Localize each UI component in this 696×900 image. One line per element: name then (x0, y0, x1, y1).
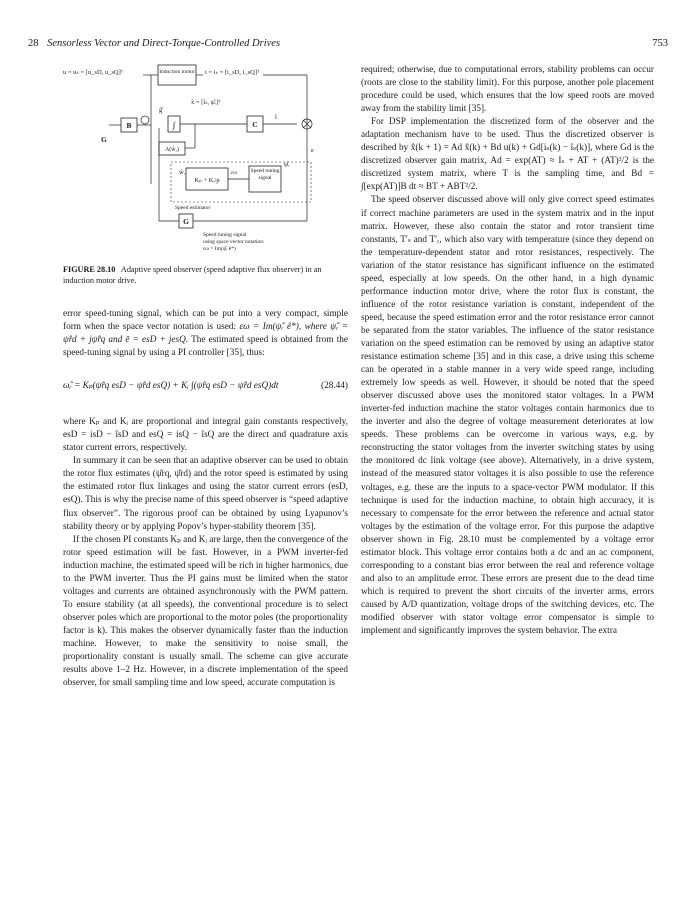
xhat-label: x̂ = [îₛ, ψ̂ᵣ]ᵀ (191, 99, 221, 106)
page-number: 28 (28, 38, 39, 49)
header-left (28, 38, 280, 49)
note-line-3: εω = Im(ψ̂ᵣ ê*) (203, 246, 236, 252)
right-paragraph-2: For DSP implementation the discretized form of the observer and the adaptation mechanism have to be used. Thus the discretized observer is described by x̂(k + 1) = Ad x̂(k) + Bd u(k) + Gd[iₛ(k) − îₛ(k)], where Gd is the discretized observer gain matrix, Ad = exp(AT) ≈ Iₛ + AT + (AT)²/2 is the discretized system matrix, where T is the sampling time, and Bd = ∫[exp(AT)]B dt ≈ BT + ABT²/2. (361, 117, 654, 193)
figure-label: FIGURE 28.10 (63, 265, 116, 274)
psi-label: ψ̂ᵣ (284, 161, 290, 168)
left-paragraph-4: If the chosen PI constants Kₚ and Kᵢ are large, then the convergence of the rotor speed estimation will be fast. However, in a PWM inverter-fed induction machine, the estimated speed will be rich in higher harmonics, due to the PWM inverter. Thus the PI gains must be limited when the stator voltages and currents are obtained asynchronously with the PWM pattern. To ensure stability (at all speeds), the conventional procedure is to select observer poles which are proportional to the motor poles (the proportionality factor is k). This makes the observer dynamically faster than the induction machine. However, to make the sensitivity to noise small, the proportionality constant is usually small. The scheme can give accurate results above 1–2 Hz. However, in a discrete implementation of the speed observer, for small sampling time and low speed, accurate computation is (63, 534, 348, 689)
speed-tuning-fo (249, 168, 281, 192)
block-diagram (63, 64, 348, 260)
left-paragraph-2: where Kₚ and Kᵢ are proportional and integral gain constants respectively, esD = isD − îsD and esQ = isQ − îsQ are the direct and quadrature axis stator current errors, respectively. (63, 417, 348, 454)
c-block-label: C (252, 120, 258, 129)
left-p1-eq: εω = Im(ψ̂ᵣ ê*), where ψ̂ᵣ = ψ̂rd + jψ̂rq and ē = esD + jesQ. (63, 322, 349, 346)
figure-28-10 (63, 64, 348, 260)
a-block-label: A(ŵᵣ) (164, 147, 180, 153)
note-line-1: Speed tuning signal (203, 232, 247, 238)
equation-number: (28.44) (321, 381, 348, 392)
input-label: u = uₛ = [u_sD, u_sQ]ᵀ (63, 69, 124, 76)
ihat-label: î (275, 114, 277, 121)
right-page-number: 753 (652, 38, 668, 49)
left-paragraph-1 (63, 308, 348, 360)
motor-block-label: Induction motor (159, 69, 195, 75)
speed-tuning-label: Speed tuning signal (250, 168, 280, 181)
e-label: e (311, 147, 314, 154)
speed-estimator-label: Speed estimator (175, 205, 211, 211)
note-line-2: using space vector notation: (203, 239, 265, 245)
output-label: i = iₛ = [i_sD, i_sQ]ᵀ (205, 69, 260, 76)
motor-block-box (158, 65, 196, 85)
equation-body: ω̂ᵣ = Kₚ(ψ̂rq esD − ψ̂rd esQ) + Kᵢ ∫(ψ̂rq esD − ψ̂rd esQ)dt (63, 381, 279, 392)
integrator-label: ∫ (172, 120, 176, 130)
g-block-top-label: G (101, 135, 107, 144)
left-paragraph-3: In summary it can be seen that an adaptive observer can be used to obtain the rotor flux estimates (ψ̂rq, ψ̂rd) and the rotor speed is estimated by using the estimated rotor flux linkages and using the stator current errors (esD, esQ). This is why the precise name of this speed observer is “speed adaptive flux observer”. The rigorous proof can be obtained by using Lyapunov’s stability theory or by applying Popov’s hyper-stability theorem [35]. (63, 456, 348, 532)
chapter-title: Sensorless Vector and Direct-Torque-Controlled Drives (47, 38, 281, 49)
b-block-label: B (126, 121, 132, 130)
sum-junction-left (141, 116, 149, 124)
ghat-label: ĝ̂ (159, 107, 163, 114)
running-header (28, 38, 668, 52)
left-p1-b: The estimated speed is obtained from the speed-tuning signal by using a PI controller [35], thus: (63, 335, 348, 359)
right-column (361, 64, 654, 638)
left-column (63, 64, 348, 690)
pi-block-label: Kₚ + Kᵢ/p (194, 177, 220, 184)
epsilon-label: εω (231, 170, 237, 176)
right-paragraph-1: required; otherwise, due to computational errors, stability problems can occur (roots are close to the stability limit). For this purpose, another pole placement procedure could be used, which ensures that the low speed roots are moved away from the stability limit [35]. (361, 65, 654, 115)
figure-caption-text: Adaptive speed observer (speed adaptive flux observer) in an induction motor drive. (63, 265, 322, 285)
g-block-bottom-label: G (183, 217, 189, 226)
right-paragraph-3: The speed observer discussed above will only give correct speed estimates if correct machine parameters are used in the system matrix and in the input matrix. However, these also contain the stator and rotor transient time constants, T′ₛ and T′ᵣ, which also vary with temperature (since they depend on the temperature-dependent stator and rotor resistances, respectively. The variation of the stator resistance has significant influence on the estimated speed, especially at low speeds. On the other hand, in a high dynamic performance induction motor drive, where the rotor flux is constant, the influence of the rotor resistance variation is constant, independent of the speed, because the speed estimation error and the rotor resistance error cannot be separated from the stator variables. The influence of the stator resistance variation on the speed estimation can be removed by using an adaptive stator resistance estimation scheme [35] and in this case, a drive using this scheme can be operated in a stable manner in a very wide speed range, including extremely low speeds as well. However, it should be noted that the speed observer discussed above uses the monitored stator voltages. In a PWM inverter-fed induction machine the stator voltages contain harmonics due to the inverter and also the degree of voltage measurement deteriorates at low speeds. These problems can be overcome in various ways, e.g. by reconstructing the stator voltages from the inverter switching states by using the monitored dc link voltage (see above). Alternatively, in a drive system, instead of the measured stator voltages it is also possible to use the reference voltages, e.g. these are the inputs to a space-vector PWM modulator. If this technique is used for the induction machine, to obtain high accuracy, it is necessary to compensate for the error between the reference and actual stator voltages by the estimation of the voltage error. For this purpose the adaptive observer shown in Fig. 28.10 must be complemented by a voltage error estimator block. This voltage error contains both a dc and an ac component, corresponding to a constant bias error between the real and reference voltage and also to an amplitude error. These errors are present due to the dead time which is required to prevent the short circuits of the inverter arms, errors caused by A/D quantization, voltage drops of the switching devices, etc. The modified observer with stator voltage error compensator is simple to implement and significantly improves the system behavior. The extra (361, 195, 654, 637)
equation-28-44 (63, 374, 348, 402)
omega-label: ŵᵣ (179, 169, 186, 176)
figure-caption (63, 264, 348, 286)
left-p1-a: error speed-tuning signal, which can be put into a very compact, simple form when the space vector notation is used: (63, 309, 348, 333)
